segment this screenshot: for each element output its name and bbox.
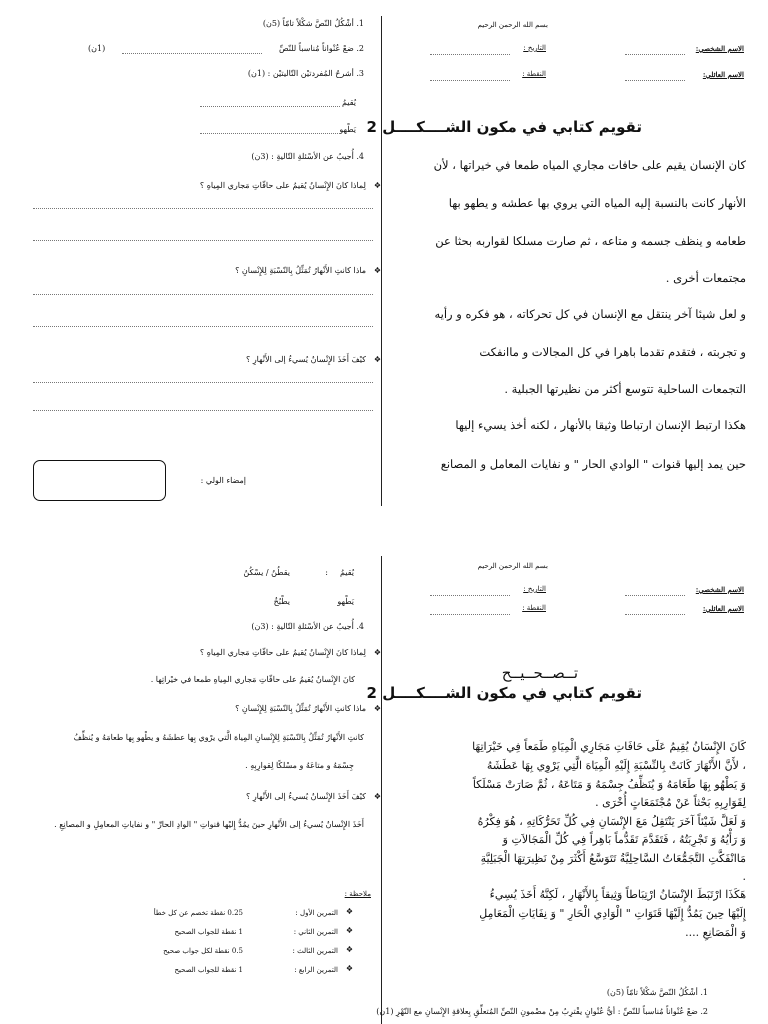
notes-label: ملاحظة : [344, 890, 371, 898]
answer-4a: كانَ الإِنْسانُ يُقيمُ على حافّاتِ مَجاري المِياهِ طمعا في خيْراتِها . [150, 675, 355, 684]
vocalized-line: وَ رَأْيُهُ وَ تَجْرِبَتُهُ ، فَتَقَدَّمَ تَقَدُّماً بَاهِراً فِي كُلِّ الْمَجَالاَتِ وَ [502, 833, 746, 846]
question-4b: ماذا كانتِ الأَنْهارُ تُمَثِّلُ بِالنّسْبَةِ لِلإِنْسانِ ؟ [235, 266, 366, 275]
mark-field[interactable] [430, 614, 510, 615]
last-name-field[interactable] [625, 614, 685, 615]
bullet-icon: ❖ [373, 355, 381, 364]
bullet-icon: ❖ [373, 648, 381, 657]
signature-label: إمضاء الولي : [200, 476, 246, 485]
notes-exercise: التمرين الثاني : [293, 928, 338, 936]
vocalized-line: . [742, 870, 746, 883]
vocalized-line: مَاانْفَكَّتِ التَّجَمُّعَاتُ السَّاحِلِيَّةُ تَتَوَسَّعُ أَكْثَرَ مِنْ نَظِيرَتِهَا الْجَبَلِيَّةِ [480, 852, 746, 865]
first-name-field[interactable] [625, 54, 685, 55]
answer-line[interactable] [33, 382, 373, 383]
colon-sep: : [325, 568, 328, 577]
vocab-answer-2[interactable] [200, 133, 340, 134]
date-label: التاريخ : [523, 585, 546, 593]
column-divider [381, 16, 382, 506]
vocalized-line: كَانَ الإِنْسَانُ يُقِيمُ عَلَى حَافَاتِ مَجَارِي الْمِيَاهِ طَمَعاً فِي خَيْرَاتِهَا [472, 740, 746, 753]
page-title: تقويم كتابي في مكون الشــــكــــل 2 [366, 684, 642, 702]
vocab-answer-1[interactable] [200, 106, 340, 107]
text-line: و لعل شيئا آخر ينتقل مع الإنسان في كل تحركاته ، هو فكره و رأيه [434, 307, 746, 321]
basmala: بسم الله الرحمن الرحيم [477, 21, 548, 29]
vocab-word-1: يُقيمُ [339, 568, 354, 577]
bullet-icon: ❖ [373, 704, 381, 713]
last-name-field[interactable] [625, 80, 685, 81]
page-title: تقويم كتابي في مكون الشــــكــــل 2 [366, 118, 642, 136]
answer-line[interactable] [33, 294, 373, 295]
text-line: كان الإنسان يقيم على حافات مجاري المياه طمعا في خيراتها ، لأن [433, 158, 746, 172]
answer-4b-line1: كانتِ الأَنْهارُ تُمَثِّلُ بِالنّسْبَةِ لِلإِنْسانِ المِياهَ الَّتي يرْوي بِها عطشَهُ و يطْهو بِها طعامَهُ و يُنظِّفُ [73, 733, 364, 742]
question-1: 1. أشْكُلُ النّصَّ شكْلاً تامّاً (5ن) [262, 19, 364, 28]
bullet-icon: ❖ [373, 266, 381, 275]
date-field[interactable] [430, 595, 510, 596]
mark-label: النقطة : [522, 604, 546, 612]
first-name-label: الاسم الشخصي: [695, 585, 744, 594]
notes-exercise: التمرين الثالث : [292, 947, 338, 955]
bullet-icon: ❖ [345, 964, 353, 973]
vocab-meaning-1: يقطُنُ / يسْكُنُ [243, 568, 290, 577]
text-line: هكذا ارتبط الإنسان ارتباطا وثيقا بالأنهار ، لكنه أخذ يسيء إليها [455, 418, 746, 432]
first-name-field[interactable] [625, 595, 685, 596]
question-3: 3. أشرحُ المُفردتيْن التّاليتيْن : (1ن) [247, 69, 364, 78]
vocab-meaning-2: يطْبُخُ [273, 597, 290, 606]
vocab-word-2: يَطْهو [337, 597, 354, 606]
text-line: حين يمد إليها قنوات " الوادي الحار " و نفايات المعامل و المصانع [440, 457, 746, 471]
title-answer-field[interactable] [122, 53, 262, 54]
bullet-icon: ❖ [345, 945, 353, 954]
bullet-icon: ❖ [345, 907, 353, 916]
question-4a: لِماذا كانَ الإِنْسانُ يُقيمُ على حافّاتِ مَجاري المِياهِ ؟ [199, 648, 366, 657]
last-name-label: الاسم العائلي: [702, 604, 744, 613]
signature-box[interactable] [33, 460, 166, 501]
text-line: و تجربته ، فتقدم تقدما باهرا في كل المجالات و ماانفكت [479, 345, 746, 359]
notes-points: 1 نقطة للجواب الصحيح [174, 928, 243, 936]
question-1: 1. أشْكُلُ النّصَّ شكْلاً تامّاً (5ن) [606, 988, 708, 997]
question-2: 2. ضعْ عُنْواناً مُناسباً للنّصِّ [278, 44, 364, 53]
vocalized-line: إِلَيْهَا حِينَ يَمُدُّ إِلَيْهَا قَنَوَاتِ " الْوَادِي الْحَارِ " وَ نِفَايَاتِ الْمَعَامِلِ [479, 907, 746, 920]
text-line: التجمعات الساحلية تتوسع أكثر من نظيرتها الجبلية . [504, 382, 746, 396]
question-2-points: (1ن) [88, 44, 106, 53]
vocalized-line: وَ يَطْهُو بِهَا طَعَامَهُ وَ يُنَظِّفُ جِسْمَهُ وَ مَتَاعَهُ ، ثُمَّ صَارَتْ مَسْلَكاً [472, 778, 746, 791]
question-2: 2. ضعْ عُنْواناً مُناسباً للنّصِّ : أيُّ عُنْوانٍ يقْترِبُ مِنْ مضْمونِ النّصِّ المُتعلِّقِ بِعلاقةِ الإِنْسانِ مع النّهْرِ (1ن) [376, 1007, 708, 1016]
date-label: التاريخ : [523, 44, 546, 52]
answer-line[interactable] [33, 326, 373, 327]
answer-4b-line2: جِسْمَهُ و متاعَهُ و مسْلكًا لِقوارِبِهِ . [245, 761, 354, 770]
text-line: طعامه و ينظف جسمه و متاعه ، ثم صارت مسلكا لقواربه بحثا عن [435, 234, 746, 248]
question-4a: لِماذا كانَ الإِنْسانُ يُقيمُ على حافّاتِ مَجاري المِياهِ ؟ [199, 181, 366, 190]
answer-line[interactable] [33, 208, 373, 209]
date-field[interactable] [430, 54, 510, 55]
answer-line[interactable] [33, 240, 373, 241]
notes-points: 1 نقطة للجواب الصحيح [174, 966, 243, 974]
vocab-word-1: يُقيمُ [341, 98, 356, 107]
column-divider [381, 556, 382, 1024]
correction-title: تــصــحــيــح [501, 664, 578, 682]
first-name-label: الاسم الشخصي: [695, 44, 744, 53]
question-4: 4. أُجيبُ عن الأسْئلةِ التّاليةِ : (3ن) [251, 622, 364, 631]
notes-points: 0.5 نقطة لكل جواب صحيح [163, 947, 243, 955]
notes-exercise: التمرين الرابع : [294, 966, 338, 974]
worksheet-correction [0, 548, 768, 1024]
question-4: 4. أُجيبُ عن الأسْئلةِ التّاليةِ : (3ن) [251, 152, 364, 161]
text-line: مجتمعات أخرى . [665, 271, 746, 285]
notes-points: 0.25 نقطة تخصم عن كل خطأ [153, 909, 243, 917]
text-line: الأنهار كانت بالنسبة إليه المياه التي يروي بها عطشه و يطهو بها [448, 196, 746, 210]
bullet-icon: ❖ [373, 792, 381, 801]
question-4c: كيْفَ أَخَذَ الإِنْسانُ يُسيءُ إلى الأَنْهارِ ؟ [246, 355, 366, 364]
basmala: بسم الله الرحمن الرحيم [477, 562, 548, 570]
question-4b: ماذا كانتِ الأَنْهارُ تُمَثِّلُ بِالنّسْبَةِ لِلإِنْسانِ ؟ [235, 704, 366, 713]
last-name-label: الاسم العائلي: [702, 70, 744, 79]
bullet-icon: ❖ [373, 181, 381, 190]
question-4c: كيْفَ أَخَذَ الإِنْسانُ يُسيءُ إلى الأَنْهارِ ؟ [246, 792, 366, 801]
vocab-word-2: يَطْهو [339, 125, 356, 134]
vocalized-line: ، لأَنَّ الأَنْهَارَ كَانَتْ بِالنِّسْبَةِ إِلَيْهِ الْمِيَاهَ الَّتِي يَرْوِي بِهَا عَطَشَهُ [486, 759, 746, 772]
vocalized-line: لِقَوَارِبِهِ بَحْثاً عَنْ مُجْتَمَعَاتٍ أُخْرَى . [595, 796, 746, 809]
vocalized-line: وَ الْمَصَانِعِ .... [685, 926, 746, 939]
vocalized-line: وَ لَعَلَّ شَيْئاً آخَرَ يَنْتَقِلُ مَعَ الإِنْسَانِ فِي كُلِّ تَحَرُّكَاتِهِ ، هُوَ فِكْرُهُ [477, 815, 746, 828]
mark-field[interactable] [430, 80, 510, 81]
vocalized-line: هَكَذَا ارْتَبَطَ الإِنْسَانُ ارْتِبَاطاً وَثِيقاً بِالأَنْهَارِ ، لَكِنَّهُ أَخَذَ يُسِيءُ [489, 888, 746, 901]
mark-label: النقطة : [522, 70, 546, 78]
notes-exercise: التمرين الأول : [295, 909, 338, 917]
answer-4c: أَخَذَ الإِنْسانُ يُسيءُ إلى الأَنْهارِ حينَ يمُدُّ إِليْها قنواتِ " الوادِ الحارِّ " و نفاياتِ المعامِلِ و المصانِعِ . [54, 820, 364, 829]
answer-line[interactable] [33, 410, 373, 411]
bullet-icon: ❖ [345, 926, 353, 935]
